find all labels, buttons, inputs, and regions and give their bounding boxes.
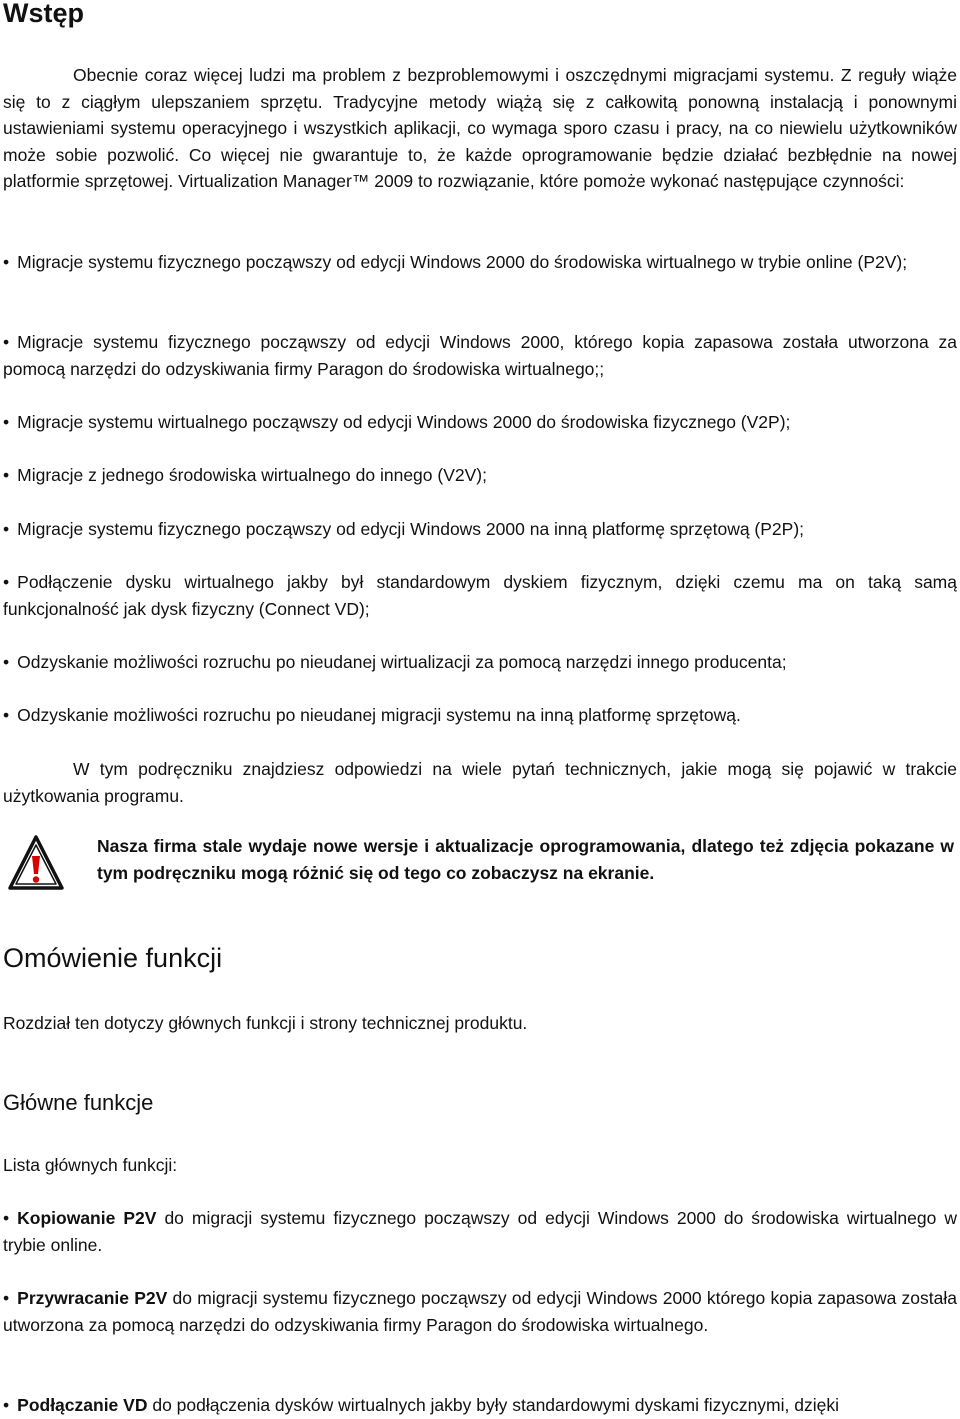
intro-bullet-7: • Odzyskanie możliwości rozruchu po nieudanej wirtualizacji za pomocą narzędzi innego producenta; xyxy=(3,649,957,676)
intro-heading: Wstęp xyxy=(3,0,84,28)
main-features-intro: Lista głównych funkcji: xyxy=(3,1155,178,1175)
intro-paragraph: Obecnie coraz więcej ludzi ma problem z bezproblemowymi i oszczędnymi migracjami systemu. Z reguły wiąże się to z ciągłym ulepszaniem sprzętu. Tradycyjne metody wiążą się z całkowitą ponowną instalacją i ponownymi ustawieniami systemu operacyjnego i wszystkich aplikacji, co wymaga sporo czasu i pracy, na co niewielu użytkowników może sobie pozwolić. Co więcej nie gwarantuje to, że każde oprogramowanie będzie działać bezbłędnie na nowej platformie sprzętowej. Virtualization Manager™ 2009 to rozwiązanie, które pomoże wykonać następujące czynności: xyxy=(3,65,957,192)
intro-bullet-5: • Migracje systemu fizycznego począwszy od edycji Windows 2000 na inną platformę sprzętową (P2P); xyxy=(3,516,957,543)
intro-bullet-3: • Migracje systemu wirtualnego począwszy od edycji Windows 2000 do środowiska fizycznego (V2P); xyxy=(3,409,957,436)
manual-info-paragraph: W tym podręczniku znajdziesz odpowiedzi na wiele pytań technicznych, jakie mogą się pojawić w trakcie użytkowania programu. xyxy=(3,759,957,806)
warning-triangle-icon xyxy=(8,834,64,892)
overview-heading: Omówienie funkcji xyxy=(3,943,223,973)
feature-item-podlaczanie-vd: • Podłączanie VD do podłączenia dysków wirtualnych jakby były standardowymi dyskami fizycznymi, dzięki xyxy=(3,1392,957,1419)
feature-item-kopiowanie-p2v: • Kopiowanie P2V do migracji systemu fizycznego począwszy od edycji Windows 2000 do środowiska wirtualnego w trybie online. xyxy=(3,1205,957,1258)
feature-item-przywracanie-p2v: • Przywracanie P2V do migracji systemu fizycznego począwszy od edycji Windows 2000 którego kopia zapasowa została utworzona za pomocą narzędzi do odzyskiwania firmy Paragon do środowiska wirtualnego. xyxy=(3,1285,957,1338)
warning-note: Nasza firma stale wydaje nowe wersje i aktualizacje oprogramowania, dlatego też zdjęcia pokazane w tym podręczniku mogą różnić się od tego co zobaczysz na ekranie. xyxy=(97,836,954,883)
intro-bullet-2: • Migracje systemu fizycznego począwszy od edycji Windows 2000, którego kopia zapasowa została utworzona za pomocą narzędzi do odzyskiwania firmy Paragon do środowiska wirtualnego;; xyxy=(3,329,957,382)
main-features-heading: Główne funkcje xyxy=(3,1090,154,1115)
overview-paragraph: Rozdział ten dotyczy głównych funkcji i strony technicznej produktu. xyxy=(3,1013,528,1033)
intro-bullet-8: • Odzyskanie możliwości rozruchu po nieudanej migracji systemu na inną platformę sprzętową. xyxy=(3,702,957,729)
intro-bullet-1: • Migracje systemu fizycznego począwszy od edycji Windows 2000 do środowiska wirtualnego w trybie online (P2V); xyxy=(3,249,957,276)
intro-bullet-6: • Podłączenie dysku wirtualnego jakby był standardowym dyskiem fizycznym, dzięki czemu ma on taką samą funkcjonalność jak dysk fizyczny (Connect VD); xyxy=(3,569,957,622)
intro-bullet-4: • Migracje z jednego środowiska wirtualnego do innego (V2V); xyxy=(3,462,957,489)
